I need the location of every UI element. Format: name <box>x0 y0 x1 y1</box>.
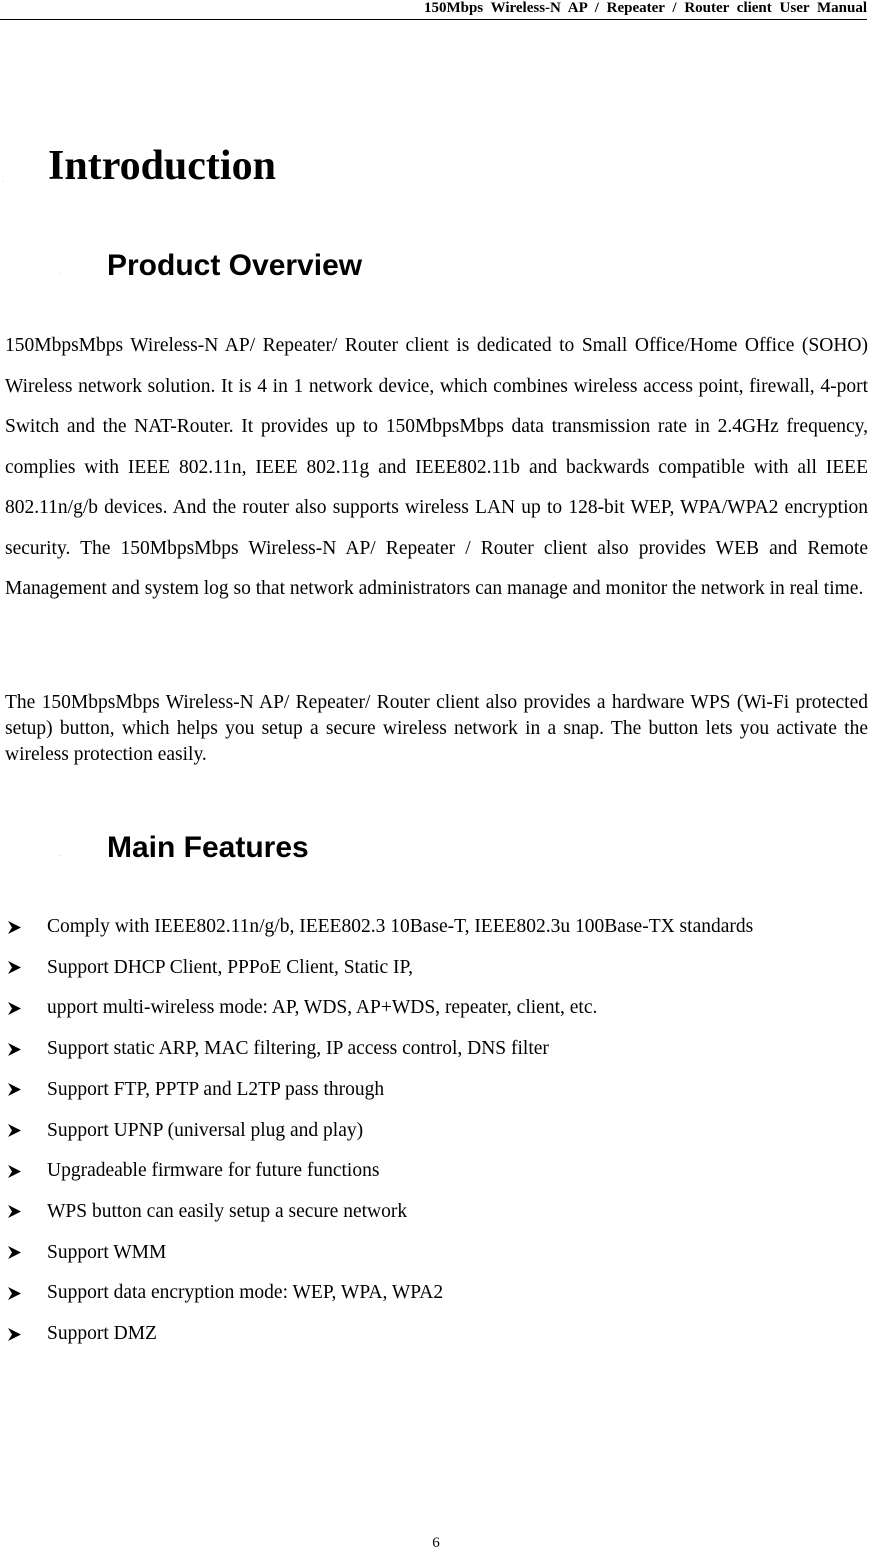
arrowhead-bullet-icon <box>7 1111 23 1151</box>
arrowhead-bullet-icon <box>7 1151 23 1191</box>
chapter-title: Introduction <box>48 143 276 189</box>
feature-text: Support static ARP, MAC filtering, IP access control, DNS filter <box>47 1038 549 1060</box>
feature-text: upport multi-wireless mode: AP, WDS, AP+WDS, repeater, client, etc. <box>47 997 598 1019</box>
arrowhead-bullet-icon <box>7 948 23 988</box>
heading-marker: . <box>60 270 62 276</box>
feature-text: WPS button can easily setup a secure network <box>47 1200 408 1222</box>
wps-paragraph: The 150MbpsMbps Wireless-N AP/ Repeater/ Router client also provides a hardware WPS (Wi-Fi protected setup) button, which helps you setup a secure wireless network in a snap. The button lets you activate the wireless protection easily. <box>5 692 868 765</box>
arrowhead-bullet-icon <box>7 1314 23 1354</box>
heading-marker: . <box>2 178 4 184</box>
arrowhead-bullet-icon <box>7 1273 23 1313</box>
feature-item <box>0 1192 868 1233</box>
feature-item <box>0 948 868 989</box>
page-number: 6 <box>432 1535 440 1551</box>
arrowhead-bullet-icon <box>7 988 23 1028</box>
feature-text: Comply with IEEE802.11n/g/b, IEEE802.3 10Base-T, IEEE802.3u 100Base-TX standards <box>47 916 754 937</box>
section-title-main-features: Main Features <box>107 831 309 864</box>
arrowhead-bullet-icon <box>7 1029 23 1069</box>
running-header <box>0 0 867 20</box>
feature-item <box>0 988 868 1029</box>
feature-item <box>0 1070 868 1111</box>
arrowhead-bullet-icon <box>7 1192 23 1232</box>
arrowhead-bullet-icon <box>7 907 23 947</box>
feature-item <box>0 1029 868 1070</box>
features-list <box>0 907 868 1355</box>
feature-item <box>0 907 868 948</box>
heading-marker: . <box>60 852 62 858</box>
feature-text: Support DMZ <box>47 1323 157 1345</box>
feature-text: Support DHCP Client, PPPoE Client, Static IP, <box>47 956 414 978</box>
feature-text: Support WMM <box>47 1241 167 1263</box>
feature-text: Support data encryption mode: WEP, WPA, WPA2 <box>47 1282 444 1304</box>
feature-item <box>0 1233 868 1274</box>
feature-item <box>0 1151 868 1192</box>
feature-text: Support FTP, PPTP and L2TP pass through <box>47 1078 385 1100</box>
feature-item <box>0 1314 868 1355</box>
feature-item <box>0 1273 868 1314</box>
manual-title: 150Mbps Wireless-N AP / Repeater / Router client User Manual <box>423 0 867 16</box>
section-title-product-overview: Product Overview <box>107 249 363 282</box>
arrowhead-bullet-icon <box>7 1233 23 1273</box>
overview-paragraph: 150MbpsMbps Wireless-N AP/ Repeater/ Router client is dedicated to Small Office/Home Office (SOHO) Wireless network solution. It is 4 in 1 network device, which combines wireless access point, firewall, 4-port Switch and the NAT-Router. It provides up to 150MbpsMbps data transmission rate in 2.4GHz frequency, complies with IEEE 802.11n, IEEE 802.11g and IEEE802.11b and backwards compatible with all IEEE 802.11n/g/b devices. And the router also supports wireless LAN up to 128-bit WEP, WPA/WPA2 encryption security. The 150MbpsMbps Wireless-N AP/ Repeater / Router client also provides WEB and Remote Management and system log so that network administrators can manage and monitor the network in real time. <box>5 335 868 599</box>
feature-text: Upgradeable firmware for future functions <box>47 1160 380 1182</box>
feature-text: Support UPNP (universal plug and play) <box>47 1119 364 1141</box>
arrowhead-bullet-icon <box>7 1070 23 1110</box>
feature-item <box>0 1111 868 1152</box>
